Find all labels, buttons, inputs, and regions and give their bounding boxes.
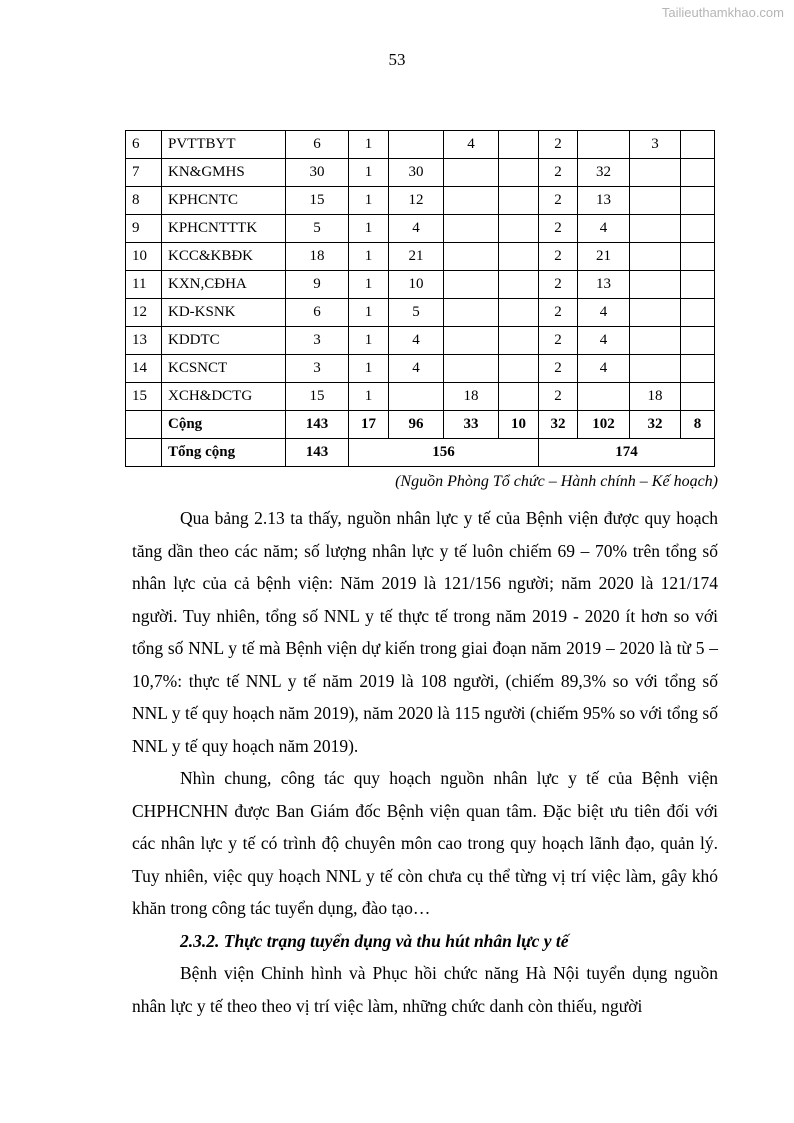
table-row: [126, 271, 715, 299]
section-heading: 2.3.2. Thực trạng tuyển dụng và thu hút nhân lực y tế: [180, 930, 569, 951]
table-cell: [444, 271, 499, 299]
row-number: 14: [126, 355, 162, 383]
table-cell: [578, 383, 630, 411]
department-name: KDDTC: [162, 327, 286, 355]
table-cell: [499, 299, 539, 327]
department-name: KD-KSNK: [162, 299, 286, 327]
table-cell: 4: [578, 299, 630, 327]
table-cell: [444, 215, 499, 243]
table-cell: 4: [578, 355, 630, 383]
table-cell: [630, 355, 681, 383]
table-cell: [681, 299, 715, 327]
table-cell: 2: [539, 271, 578, 299]
department-name: KCC&KBĐK: [162, 243, 286, 271]
sum-cell: 32: [630, 411, 681, 439]
table-cell: [499, 159, 539, 187]
table-cell: [444, 159, 499, 187]
table-cell: [499, 215, 539, 243]
sum-label: Cộng: [162, 411, 286, 439]
table-cell: [630, 215, 681, 243]
table-cell: 30: [389, 159, 444, 187]
table-cell: [681, 131, 715, 159]
table-cell: 18: [286, 243, 349, 271]
table-summary: [126, 411, 715, 467]
row-number: 11: [126, 271, 162, 299]
table-cell: [499, 243, 539, 271]
table-cell: 1: [349, 299, 389, 327]
table-cell: 18: [630, 383, 681, 411]
sum-cell: 10: [499, 411, 539, 439]
table-body: [126, 131, 715, 411]
table-cell: 4: [444, 131, 499, 159]
table-cell: 18: [444, 383, 499, 411]
sum-cell: 143: [286, 411, 349, 439]
table-cell: 21: [389, 243, 444, 271]
table-cell: 2: [539, 355, 578, 383]
department-name: KPHCNTC: [162, 187, 286, 215]
table-row: [126, 355, 715, 383]
table-cell: 13: [578, 271, 630, 299]
total-2019: 156: [349, 439, 539, 467]
department-name: KCSNCT: [162, 355, 286, 383]
table-cell: [630, 243, 681, 271]
department-name: KN&GMHS: [162, 159, 286, 187]
table-cell: 21: [578, 243, 630, 271]
table-cell: [630, 327, 681, 355]
table-cell: [444, 327, 499, 355]
sum-cell: 33: [444, 411, 499, 439]
table-cell: [499, 355, 539, 383]
table-cell: 3: [630, 131, 681, 159]
table-cell: [630, 187, 681, 215]
table-cell: [499, 187, 539, 215]
table-cell: 3: [286, 327, 349, 355]
table-cell: [681, 271, 715, 299]
table-cell: 13: [578, 187, 630, 215]
table-cell: 3: [286, 355, 349, 383]
table-cell: 4: [389, 355, 444, 383]
department-name: XCH&DCTG: [162, 383, 286, 411]
paragraph: Qua bảng 2.13 ta thấy, nguồn nhân lực y tế của Bệnh viện được quy hoạch tăng dần theo các năm; số lượng nhân lực y tế luôn chiếm 69 – 70% trên tổng số nhân lực của cả bệnh viện: Năm 2019 là 121/156 người; năm 2020 là 121/174 người. Tuy nhiên, tổng số NNL y tế thực tế trong năm 2019 - 2020 ít hơn so với tổng số NNL y tế mà Bệnh viện dự kiến trong giai đoạn năm 2019 – 2020 là từ 5 – 10,7%: thực tế NNL y tế năm 2019 là 108 người, (chiếm 89,3% so với tổng số NNL y tế quy hoạch năm 2019), năm 2020 là 115 người (chiếm 95% so với tổng số NNL y tế quy hoạch năm 2019).: [132, 508, 718, 756]
table-row: [126, 215, 715, 243]
table-row: [126, 243, 715, 271]
sum-cell: 32: [539, 411, 578, 439]
table-cell: 2: [539, 243, 578, 271]
table-cell: 1: [349, 355, 389, 383]
table-cell: [389, 131, 444, 159]
table-cell: [681, 327, 715, 355]
table-cell: 4: [389, 215, 444, 243]
table-cell: 1: [349, 131, 389, 159]
table-cell: [444, 299, 499, 327]
row-number: 15: [126, 383, 162, 411]
sum-cell: 102: [578, 411, 630, 439]
table-cell: [444, 355, 499, 383]
department-name: KXN,CĐHA: [162, 271, 286, 299]
table-cell: 6: [286, 131, 349, 159]
table-cell: 4: [578, 327, 630, 355]
table-cell: 32: [578, 159, 630, 187]
table-cell: 9: [286, 271, 349, 299]
table-cell: [499, 271, 539, 299]
table-cell: 4: [578, 215, 630, 243]
source-note: (Nguồn Phòng Tổ chức – Hành chính – Kế hoạch): [395, 473, 718, 490]
table-cell: [444, 243, 499, 271]
row-number: 8: [126, 187, 162, 215]
table-cell: 5: [286, 215, 349, 243]
table-cell: [681, 383, 715, 411]
table-cell: [681, 243, 715, 271]
table-cell: 10: [389, 271, 444, 299]
table-cell: 6: [286, 299, 349, 327]
table-cell: [681, 159, 715, 187]
table-cell: 15: [286, 383, 349, 411]
body-text: [132, 502, 718, 1022]
paragraph: Bệnh viện Chỉnh hình và Phục hồi chức năng Hà Nội tuyển dụng nguồn nhân lực y tế theo theo vị trí việc làm, những chức danh còn thiếu, người: [132, 963, 718, 1016]
total-2020: 174: [539, 439, 715, 467]
staffing-table: [125, 130, 715, 467]
table-cell: 2: [539, 131, 578, 159]
table-cell: [630, 271, 681, 299]
paragraph: Nhìn chung, công tác quy hoạch nguồn nhân lực y tế của Bệnh viện CHPHCNHN được Ban Giám đốc Bệnh viện quan tâm. Đặc biệt ưu tiên đối với các nhân lực y tế có trình độ chuyên môn cao trong quy hoạch lãnh đạo, quản lý. Tuy nhiên, việc quy hoạch NNL y tế còn chưa cụ thể từng vị trí việc làm, gây khó khăn trong công tác tuyển dụng, đào tạo…: [132, 768, 718, 918]
watermark: Tailieuthamkhao.com: [661, 5, 784, 20]
table-row: [126, 131, 715, 159]
table-cell: 30: [286, 159, 349, 187]
table-cell: 2: [539, 327, 578, 355]
table-cell: [578, 131, 630, 159]
table-row: [126, 299, 715, 327]
total-row: [126, 439, 715, 467]
row-number: 13: [126, 327, 162, 355]
total-label: Tổng cộng: [162, 439, 286, 467]
department-name: KPHCNTTTK: [162, 215, 286, 243]
row-number: 7: [126, 159, 162, 187]
table-cell: [630, 299, 681, 327]
table-cell: 2: [539, 383, 578, 411]
table-cell: 1: [349, 243, 389, 271]
table-cell: 2: [539, 187, 578, 215]
table-cell: 2: [539, 215, 578, 243]
table-cell: 1: [349, 159, 389, 187]
department-name: PVTTBYT: [162, 131, 286, 159]
row-number: 12: [126, 299, 162, 327]
table-cell: 1: [349, 383, 389, 411]
table-cell: [499, 383, 539, 411]
table-row: [126, 327, 715, 355]
row-number: 6: [126, 131, 162, 159]
total-cell: 143: [286, 439, 349, 467]
table-cell: [389, 383, 444, 411]
table-row: [126, 187, 715, 215]
table-cell: 5: [389, 299, 444, 327]
table-cell: 1: [349, 187, 389, 215]
table-cell: 1: [349, 327, 389, 355]
table-cell: 12: [389, 187, 444, 215]
table-row: [126, 383, 715, 411]
table-cell: [681, 355, 715, 383]
sum-cell: 17: [349, 411, 389, 439]
table-cell: 2: [539, 159, 578, 187]
table-cell: 2: [539, 299, 578, 327]
sum-row: [126, 411, 715, 439]
table-cell: [499, 327, 539, 355]
page-number: 53: [388, 50, 406, 69]
sum-row-no: [126, 411, 162, 439]
table-cell: [630, 159, 681, 187]
table-cell: 15: [286, 187, 349, 215]
table-row: [126, 159, 715, 187]
table-cell: [681, 215, 715, 243]
table-cell: 1: [349, 215, 389, 243]
table-cell: [499, 131, 539, 159]
total-row-no: [126, 439, 162, 467]
table-cell: 4: [389, 327, 444, 355]
sum-cell: 8: [681, 411, 715, 439]
table-cell: [444, 187, 499, 215]
row-number: 9: [126, 215, 162, 243]
table-cell: [681, 187, 715, 215]
sum-cell: 96: [389, 411, 444, 439]
table-cell: 1: [349, 271, 389, 299]
row-number: 10: [126, 243, 162, 271]
